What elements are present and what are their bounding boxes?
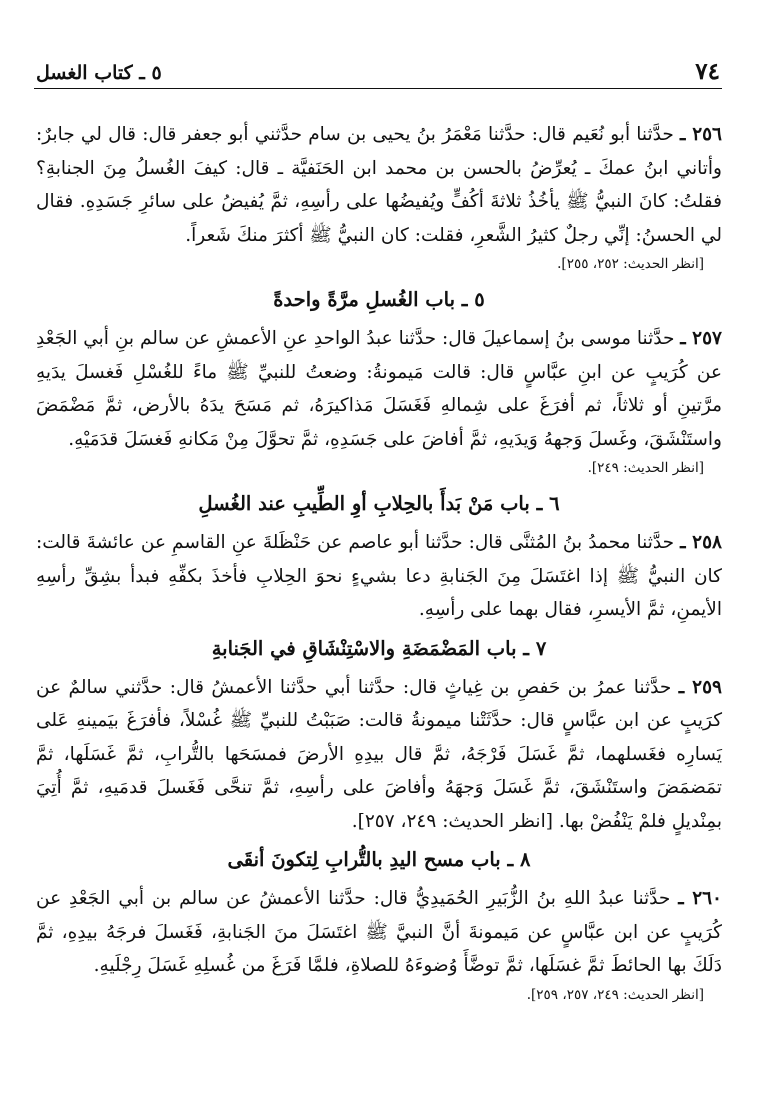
page-body	[36, 118, 722, 1009]
hadith-number: ٢٥٩ ـ	[678, 676, 722, 698]
hadith-number: ٢٦٠ ـ	[678, 888, 722, 909]
hadith-text: حدَّثنا عمرُ بن حَفصِ بن غِياثٍ قال: حدَّثنا أبي حدَّثنا الأعمشُ قال: حدَّثني سالمٌ عن كرَيبٍ عن ابن عبَّاسٍ قال: حدَّثَتْنا ميمونةُ قالت: صَبَبْتُ للنبيِّ ﷺ غُسْلاً، فأفرَغَ بيَمينهِ عَلى يَسارِه فغَسلهما، ثمَّ غَسَلَ فَرْجَهُ، ثمَّ قال بيدِهِ الأرضَ فمسَحَها بالتُّرابِ، ثمَّ غَسَلَها، ثمَّ تمَضمَضَ واستَنْشَقَ، ثمَّ غَسَلَ وَجهَهُ وأفاضَ على رأسِهِ، ثمَّ تنحَّى فَغَسلَ قدمَيهِ، ثمَّ أُتِيَ بمِنْديلٍ فلمْ يَنْفُضْ بها. [انظر الحديث: ٢٤٩، ٢٥٧].	[36, 676, 722, 832]
hadith-text: حدَّثنا موسى بنُ إسماعيلَ قال: حدَّثنا عبدُ الواحدِ عنِ الأعمشِ عن سالم بنِ أبي الجَعْدِ عن كُرَيبٍ عن ابنِ عبَّاسٍ قال: قالت مَيمونةُ: وضعتُ للنبيِّ ﷺ ماءً للغُسْلِ فَغسلَ يدَيهِ مرَّتينِ أو ثلاثاً، ثم أفرَغَ على شِمالهِ فَغَسَلَ مَذاكيرَهُ، ثم مَسَحَ يدَهُ بالأرض، ثمَّ مَضْمَضَ واستَنْشَقَ، وغَسلَ وَجههُ وَيدَيهِ، ثمَّ أفاضَ على جَسَدِهِ، ثمَّ تحوَّلَ مِنْ مَكانهِ فَغسَلَ قدَمَيْهِ.	[36, 328, 722, 450]
hadith-259	[36, 671, 722, 839]
hadith-reference: [انظر الحديث: ٢٤٩].	[587, 460, 704, 476]
hadith-number: ٢٥٦ ـ	[680, 124, 722, 145]
chapter-heading-8: ٨ ـ باب مسح اليدِ بالتُّرابِ لِتكونَ أنقَى	[227, 848, 531, 871]
chapter-heading-6: ٦ ـ باب مَنْ بَدأَ بالحِلابِ أوِ الطِّيبِ عند الغُسلِ	[198, 492, 560, 515]
hadith-260	[36, 882, 722, 983]
hadith-text: حدَّثنا عبدُ اللهِ بنُ الزُّبَيرِ الحُمَيدِيُّ قال: حدَّثنا الأعمشُ عن سالم بن أبي الجَعْدِ عن كُرَيبٍ عن ابن عبَّاسٍ عن مَيمونةَ أنَّ النبيَّ ﷺ اغتَسَلَ منَ الجَنابةِ، فَغَسلَ فرجَهُ بيدِهِ، ثمَّ دَلَكَ بها الحائطَ ثمَّ غسَلَها، ثمَّ توضَّأَ وُضوءَهُ للصلاةِ، فلمَّا فَرَغَ من غُسلِهِ غَسَلَ رِجْلَيهِ.	[36, 888, 722, 976]
chapter-heading-5: ٥ ـ باب الغُسلِ مرَّةً واحدةً	[273, 288, 485, 311]
hadith-text: حدَّثنا أبو نُعَيم قال: حدَّثنا مَعْمَرُ بنُ يحيى بن سام حدَّثني أبو جعفر قال: قال لي جابرٌ: وأتاني ابنُ عمكَ ـ يُعرِّضُ بالحسن بن محمد ابن الحَنَفيَّة ـ قال: كيفَ الغُسلُ مِنَ الجنابةِ؟ فقلتُ: كانَ النبيُّ ﷺ يأخُذُ ثلاثةَ أكُفٍّ ويُفيضُها على رأسِهِ، ثمَّ يُفيضُ على سائرِ جَسَدِهِ. فقال لي الحسنُ: إنِّي رجلٌ كثيرُ الشَّعرِ، فقلت: كان النبيُّ ﷺ أكثرَ منكَ شَعراً.	[36, 124, 722, 246]
hadith-258	[36, 526, 722, 627]
hadith-number: ٢٥٨ ـ	[680, 532, 722, 553]
chapter-heading-7: ٧ ـ باب المَضْمَضَةِ والاسْتِنْشَاقِ في الجَنابةِ	[211, 636, 547, 660]
page-number: ٧٤	[695, 58, 720, 85]
hadith-reference: [انظر الحديث: ٢٥٢، ٢٥٥].	[557, 256, 704, 272]
hadith-256	[36, 118, 722, 252]
hadith-text: حدَّثنا محمدُ بنُ المُثنَّى قال: حدَّثنا أبو عاصم عن حَنْظَلةَ عنِ القاسمِ عن عائشةَ قالت: كان النبيُّ ﷺ إذا اغتَسَلَ مِنَ الجَنابةِ دعا بشيءٍ نحوَ الحِلابِ فأخذَ بكفِّهِ فبدأ بشِقِّ رأسِهِ الأيمنِ، ثمَّ الأيسرِ، فقال بهما على رأسِهِ.	[36, 532, 722, 620]
page-header	[34, 56, 722, 89]
hadith-reference: [انظر الحديث: ٢٤٩، ٢٥٧، ٢٥٩].	[526, 986, 704, 1003]
hadith-257	[36, 322, 722, 456]
hadith-number: ٢٥٧ ـ	[680, 328, 722, 349]
running-title: ٥ ـ كتاب الغسل	[36, 62, 162, 84]
